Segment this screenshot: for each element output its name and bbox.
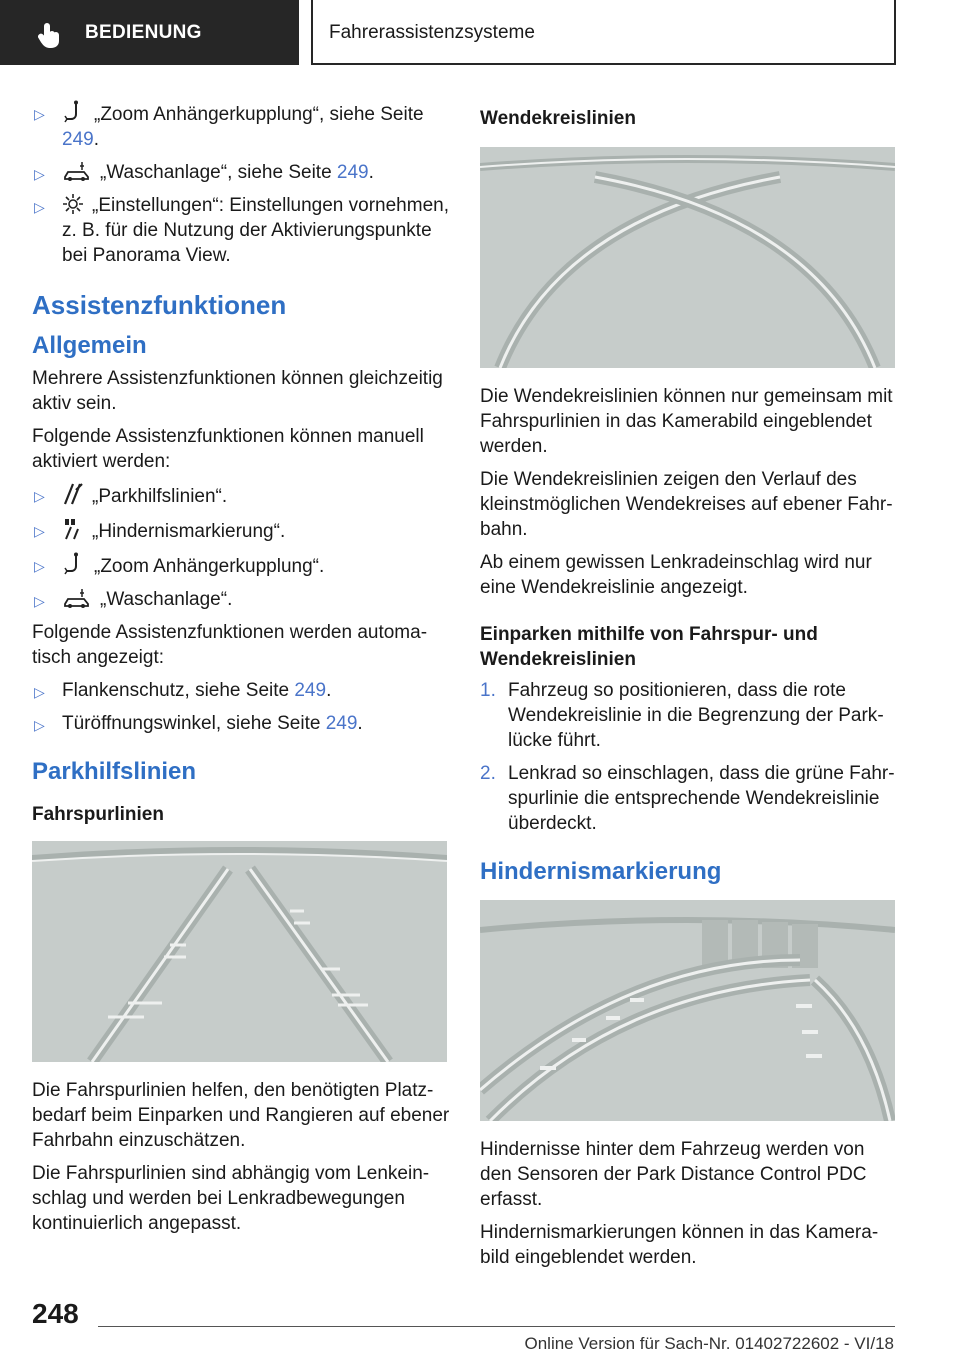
item-text: „Einstellungen“: Einstellungen vornehmen, z. B. für die Nutzung der Aktivierungspunkte bei Panorama View. xyxy=(62,195,449,266)
gear-icon xyxy=(62,193,84,215)
heading-wendekreislinien: Wendekreislinien xyxy=(480,108,636,129)
item-text: Türöffnungswinkel, siehe Seite xyxy=(62,713,326,734)
right-column xyxy=(480,100,898,1278)
paragraph: Hindernisse hinter dem Fahrzeug werden von den Sensoren der Park Distance Control PDC erfasst. xyxy=(480,1139,867,1210)
page-link[interactable]: 249 xyxy=(294,680,327,701)
paragraph: Mehrere Assistenzfunktionen können gleichzeitig aktiv sein. xyxy=(32,368,443,414)
parking-lines-icon xyxy=(62,482,84,506)
item-suffix: . xyxy=(368,162,374,183)
header-chapter-box xyxy=(311,0,896,65)
bullet-triangle-icon: ▷ xyxy=(34,488,45,504)
item-text: „Hindernismarkierung“. xyxy=(92,521,286,542)
turning-circle-camera-figure xyxy=(480,147,895,368)
page-link[interactable]: 249 xyxy=(336,162,369,183)
chapter-title: Fahrerassistenzsysteme xyxy=(329,22,535,43)
bullet-triangle-icon: ▷ xyxy=(34,717,45,733)
list-item xyxy=(32,552,450,579)
list-item xyxy=(32,100,450,152)
paragraph: Die Wendekreislinien zeigen den Verlauf des kleinstmöglichen Wendekreises auf ebener Fahrbahn. xyxy=(480,469,893,540)
lane-lines-camera-figure xyxy=(32,841,447,1062)
footer-rule xyxy=(98,1326,895,1327)
item-text: „Waschanlage“, siehe Seite xyxy=(100,162,337,183)
bullet-triangle-icon: ▷ xyxy=(34,558,45,574)
paragraph: Folgende Assistenzfunktionen können manuell aktiviert werden: xyxy=(32,426,424,472)
list-item xyxy=(32,678,450,703)
heading-fahrspurlinien: Fahrspurlinien xyxy=(32,804,164,825)
left-column xyxy=(32,100,450,1244)
paragraph: Die Fahrspurlinien helfen, den benötigten Platzbedarf beim Einparken und Rangieren auf ebener Fahrbahn einzuschätzen. xyxy=(32,1080,450,1151)
paragraph: Die Fahrspurlinien sind abhängig vom Lenkeinschlag und werden bei Lenkradbewegungen kontinuierlich angepasst. xyxy=(32,1163,430,1234)
bullet-triangle-icon: ▷ xyxy=(34,523,45,539)
item-suffix: . xyxy=(93,129,99,150)
heading-allgemein: Allgemein xyxy=(32,332,147,359)
footer-version: Online Version für Sach-Nr. 01402722602 - VI/18 xyxy=(524,1334,894,1353)
bullet-triangle-icon: ▷ xyxy=(34,593,45,609)
tow-hitch-zoom-icon xyxy=(62,552,86,576)
item-suffix: . xyxy=(357,713,363,734)
item-text: „Zoom Anhängerkupplung“, siehe Seite xyxy=(94,104,424,125)
page-number: 248 xyxy=(32,1298,79,1329)
obstacle-marking-icon xyxy=(62,517,84,541)
car-wash-icon xyxy=(62,160,92,182)
list-item xyxy=(32,517,450,544)
heading-hindernismarkierung: Hindernismarkierung xyxy=(480,858,722,885)
list-item xyxy=(32,482,450,509)
paragraph: Ab einem gewissen Lenkradeinschlag wird nur eine Wendekreislinie angezeigt. xyxy=(480,552,872,598)
section-title: BEDIENUNG xyxy=(85,22,202,43)
item-text: „Waschanlage“. xyxy=(100,589,233,610)
step-text: Lenkrad so einschlagen, dass die grüne Fahrspurlinie die entsprechende Wendekreislinie überdeckt. xyxy=(508,763,895,834)
obstacle-marking-camera-figure xyxy=(480,900,895,1121)
hand-icon xyxy=(36,22,64,50)
item-text: „Zoom Anhängerkupplung“. xyxy=(94,556,325,577)
item-text: Flankenschutz, siehe Seite xyxy=(62,680,295,701)
item-text: „Parkhilfslinien“. xyxy=(92,486,228,507)
heading-parkhilfslinien: Parkhilfslinien xyxy=(32,758,197,785)
bullet-triangle-icon: ▷ xyxy=(34,199,45,215)
car-wash-icon xyxy=(62,587,92,609)
paragraph: Die Wendekreislinien können nur gemeinsam mit Fahrspurlinien in das Kamerabild eingeblendet werden. xyxy=(480,386,893,457)
step-text: Fahrzeug so positionieren, dass die rote Wendekreislinie in die Begrenzung der Parklücke führt. xyxy=(508,680,884,751)
list-item xyxy=(32,193,450,268)
list-item xyxy=(480,761,898,836)
paragraph: Folgende Assistenzfunktionen werden automatisch angezeigt: xyxy=(32,622,428,668)
bullet-triangle-icon: ▷ xyxy=(34,106,45,122)
step-number: 2. xyxy=(480,763,496,784)
item-suffix: . xyxy=(326,680,332,701)
heading-assistenzfunktionen: Assistenzfunktionen xyxy=(32,290,287,320)
page-link[interactable]: 249 xyxy=(62,129,94,150)
page-link[interactable]: 249 xyxy=(325,713,358,734)
heading-einparken: Einparken mithilfe von Fahrspur- und Wendekreislinien xyxy=(480,624,818,670)
list-item xyxy=(32,160,450,185)
bullet-triangle-icon: ▷ xyxy=(34,684,45,700)
paragraph: Hindernismarkierungen können in das Kamerabild eingeblendet werden. xyxy=(480,1222,879,1268)
tow-hitch-zoom-icon xyxy=(62,100,86,124)
bullet-triangle-icon: ▷ xyxy=(34,166,45,182)
step-number: 1. xyxy=(480,680,496,701)
header-section-tab xyxy=(0,0,299,65)
list-item xyxy=(480,678,898,753)
list-item xyxy=(32,711,450,736)
list-item xyxy=(32,587,450,612)
